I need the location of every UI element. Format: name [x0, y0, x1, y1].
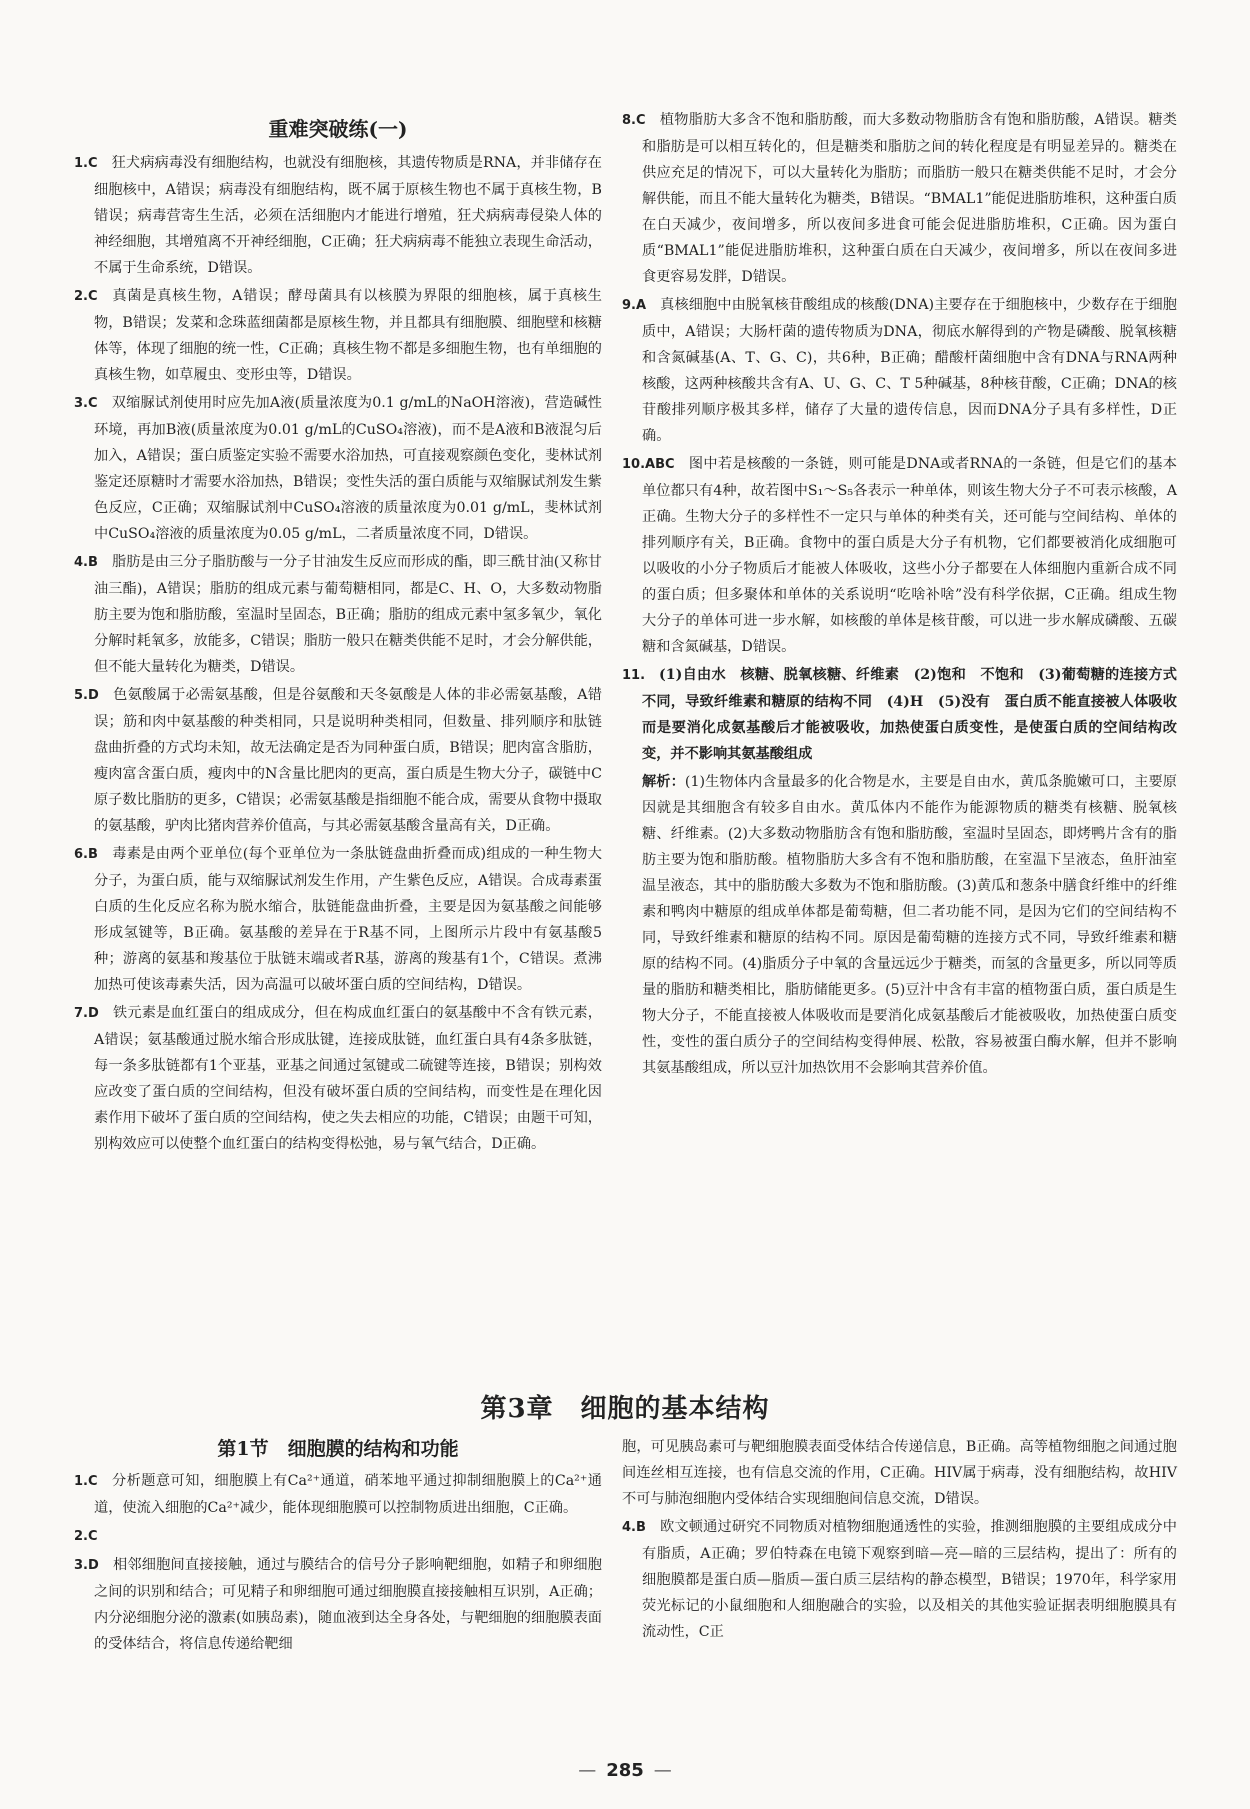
- answer-text: 真菌是真核生物，A错误；酵母菌具有以核膜为界限的细胞核，属于真核生物，B错误；发菜和念珠蓝细菌都是原核生物，并且都具有细胞膜、细胞壁和核糖体等，体现了细胞的统一性，C正确；真核生物不都是多细胞生物，也有单细胞的真核生物，如草履虫、变形虫等，D错误。: [94, 288, 602, 383]
- answer-text: 色氨酸属于必需氨基酸，但是谷氨酸和天冬氨酸是人体的非必需氨基酸，A错误；筋和肉中氨基酸的种类相同，只是说明种类相同，但数量、排列顺序和肽链盘曲折叠的方式均未知，故无法确定是否为同种蛋白质，B错误；肥肉富含脂肪，瘦肉富含蛋白质，瘦肉中的N含量比肥肉的更高，蛋白质是生物大分子，碳链中C原子数比脂肪的更多，C错误；必需氨基酸是指细胞不能合成，需要从食物中摄取的氨基酸，驴肉比猪肉营养价值高，与其必需氨基酸含量高有关，D正确。: [94, 687, 602, 834]
- analysis-text: (1)生物体内含量最多的化合物是水，主要是自由水，黄瓜条脆嫩可口，主要原因就是其细胞含有较多自由水。黄瓜体内不能作为能源物质的糖类有核糖、脱氧核糖、纤维素。(2)大多数动物脂肪含有饱和脂肪酸，室温时呈固态，即烤鸭片含有的脂肪主要为饱和脂肪酸。植物脂肪大多含有不饱和脂肪酸，在室温下呈液态，鱼肝油室温呈液态，其中的脂肪酸大多数为不饱和脂肪酸。(3)黄瓜和葱条中膳食纤维中的纤维素和鸭肉中糖原的组成单体都是葡萄糖，但二者功能不同，是因为它们的空间结构不同，导致纤维素和糖原的结构不同。原因是葡萄糖的连接方式不同，导致纤维素和糖原的结构不同。(4)脂质分子中氧的含量远远少于糖类，而氢的含量更多，所以同等质量的脂肪和糖类相比，脂肪储能更多。(5)豆汁中含有丰富的植物蛋白质，蛋白质是生物大分子，不能直接被人体吸收而是要消化成氨基酸后才能被吸收，加热使蛋白质变性，变性的蛋白质分子的空间结构变得伸展、松散，容易被蛋白酶水解，但并不影响其氨基酸组成，所以豆汁加热饮用不会影响其营养价值。: [642, 774, 1177, 1076]
- answer-number: 6.B: [74, 847, 98, 862]
- page-number-value: 285: [606, 1760, 644, 1781]
- answer-number: 9.A: [622, 298, 647, 313]
- answer-text: 毒素是由两个亚单位(每个亚单位为一条肽链盘曲折叠而成)组成的一种生物大分子，为蛋白质，能与双缩脲试剂发生作用，产生紫色反应，A错误。合成毒素蛋白质的生化反应名称为脱水缩合，肽链能盘曲折叠，主要是因为氨基酸之间能够形成氢键等，B正确。氨基酸的差异在于R基不同，上图所示片段中有氨基酸5种；游离的氨基和羧基位于肽链末端或者R基，游离的羧基有1个，C错误。煮沸加热可使该毒素失活，因为高温可以破坏蛋白质的空间结构，D错误。: [94, 846, 602, 993]
- answer-item: [74, 549, 602, 680]
- answer-number: 4.B: [622, 1520, 646, 1535]
- answer-item: [74, 283, 602, 388]
- answer-text: 植物脂肪大多含不饱和脂肪酸，而大多数动物脂肪含有饱和脂肪酸，A错误。糖类和脂肪是可以相互转化的，但是糖类和脂肪之间的转化程度是有明显差异的。糖类在供应充足的情况下，可以大量转化为脂肪；而脂肪一般只在糖类供能不足时，才会分解供能，而且不能大量转化为糖类，B错误。“BMAL1”能促进脂肪堆积，这种蛋白质在白天减少，夜间增多，所以夜间多进食可能会促进脂肪堆积，C正确。因为蛋白质“BMAL1”能促进脂肪堆积，这种蛋白质在白天减少，夜间增多，所以在夜间多进食更容易发胖，D错误。: [642, 112, 1177, 285]
- answer-number: 11.: [622, 668, 646, 683]
- chapter-title: 第3章 细胞的基本结构: [480, 1394, 770, 1424]
- continued-text: 胞，可见胰岛素可与靶细胞膜表面受体结合传递信息，B正确。高等植物细胞之间通过胞间连丝相互连接，也有信息交流的作用，C正确。HIV属于病毒，没有细胞结构，故HIV不可与肺泡细胞内受体结合实现细胞间信息交流，D错误。: [622, 1439, 1177, 1507]
- answer-item: [74, 682, 602, 839]
- answer-text: 双缩脲试剂使用时应先加A液(质量浓度为0.1 g/mL的NaOH溶液)，营造碱性环境，再加B液(质量浓度为0.01 g/mL的CuSO₄溶液)，而不是A液和B液混匀后加入，A错误；蛋白质鉴定实验不需要水浴加热，可直接观察颜色变化，斐林试剂鉴定还原糖时才需要水浴加热，B错误；变性失活的蛋白质能与双缩脲试剂发生紫色反应，C正确；双缩脲试剂中CuSO₄溶液的质量浓度为0.01 g/mL，斐林试剂中CuSO₄溶液的质量浓度为0.05 g/mL，二者质量浓度不同，D错误。: [94, 395, 602, 542]
- answer-number: 10.ABC: [622, 457, 675, 472]
- answer-number: 8.C: [622, 113, 646, 128]
- answer-text: 真核细胞中由脱氧核苷酸组成的核酸(DNA)主要存在于细胞核中，少数存在于细胞质中，A错误；大肠杆菌的遗传物质为DNA，彻底水解得到的产物是磷酸、脱氧核糖和含氮碱基(A、T、G、C)，共6种，B正确；醋酸杆菌细胞中含有DNA与RNA两种核酸，这两种核酸共含有A、U、G、C、T 5种碱基，8种核苷酸，C正确；DNA的核苷酸排列顺序极其多样，储存了大量的遗传信息，因而DNA分子具有多样性，D正确。: [642, 297, 1177, 444]
- answer-item: [74, 1000, 602, 1157]
- answer-text: (1)自由水 核糖、脱氧核糖、纤维素 (2)饱和 不饱和 (3)葡萄糖的连接方式不同，导致纤维素和糖原的结构不同 (4)H (5)没有 蛋白质不能直接被人体吸收而是要消化成氨基酸后才能被吸收，加热使蛋白质变性，是使蛋白质的空间结构改变，并不影响其氨基酸组成: [642, 667, 1177, 762]
- answer-text: 欧文顿通过研究不同物质对植物细胞通透性的实验，推测细胞膜的主要组成成分中有脂质，A正确；罗伯特森在电镜下观察到暗—亮—暗的三层结构，提出了：所有的细胞膜都是蛋白质—脂质—蛋白质三层结构的静态模型，B错误；1970年，科学家用荧光标记的小鼠细胞和人细胞融合的实验，以及相关的其他实验证据表明细胞膜具有流动性，C正: [642, 1519, 1177, 1640]
- answer-item: [622, 1514, 1177, 1645]
- answer-text: 图中若是核酸的一条链，则可能是DNA或者RNA的一条链，但是它们的基本单位都只有4种，故若图中S₁～S₅各表示一种单体，则该生物大分子不可表示核酸，A正确。生物大分子的多样性不一定只与单体的种类有关，还可能与空间结构、单体的排列顺序有关，B正确。食物中的蛋白质是大分子有机物，它们都要被消化成细胞可以吸收的小分子物质后才能被人体吸收，这些小分子都要在人体细胞内重新合成不同的蛋白质；但多聚体和单体的关系说明“吃啥补啥”没有科学依据，C正确。组成生物大分子的单体可进一步水解，如核酸的单体是核苷酸，可以进一步水解成磷酸、五碳糖和含氮碱基，D错误。: [642, 456, 1177, 655]
- answer-item: [622, 107, 1177, 290]
- answer-text: 铁元素是血红蛋白的组成成分，但在构成血红蛋白的氨基酸中不含有铁元素，A错误；氨基酸通过脱水缩合形成肽键，连接成肽链，血红蛋白具有4条多肽链，每一条多肽链都有1个亚基，亚基之间通过氢键或二硫键等连接，B错误；别构效应改变了蛋白质的空间结构，但没有破坏蛋白质的空间结构，而变性是在理化因素作用下破坏了蛋白质的空间结构，使之失去相应的功能，C错误；由题干可知，别构效应可以使整个血红蛋白的结构变得松弛，易与氧气结合，D正确。: [94, 1005, 602, 1152]
- answer-text: 脂肪是由三分子脂肪酸与一分子甘油发生反应而形成的酯，即三酰甘油(又称甘油三酯)，A错误；脂肪的组成元素与葡萄糖相同，都是C、H、O，大多数动物脂肪主要为饱和脂肪酸，室温时呈固态，B正确；脂肪的组成元素中氢多氧少，氧化分解时耗氧多，放能多，C错误；脂肪一般只在糖类供能不足时，才会分解供能，但不能大量转化为糖类，D错误。: [94, 554, 602, 675]
- answer-text: 相邻细胞间直接接触，通过与膜结合的信号分子影响靶细胞，如精子和卵细胞之间的识别和结合；可见精子和卵细胞可通过细胞膜直接接触相互识别，A正确；内分泌细胞分泌的激素(如胰岛素)，随血液到达全身各处，与靶细胞的细胞膜表面的受体结合，将信息传递给靶细: [94, 1557, 602, 1652]
- left-column: [74, 114, 602, 1159]
- answer-item: [74, 1552, 602, 1657]
- answer-number: 3.D: [74, 1558, 99, 1573]
- left-column-bottom: [74, 1468, 602, 1659]
- analysis-label: 解析：: [642, 774, 685, 790]
- answer-item: [622, 292, 1177, 449]
- answer-item: [74, 150, 602, 281]
- answer-number: 2.C: [74, 1529, 98, 1544]
- answer-item: [74, 1468, 602, 1521]
- page-number: — 285 —: [578, 1760, 672, 1781]
- answer-number: 1.C: [74, 156, 98, 171]
- answer-item: [622, 451, 1177, 660]
- answer-text: 狂犬病病毒没有细胞结构，也就没有细胞核，其遗传物质是RNA，并非储存在细胞核中，A错误；病毒没有细胞结构，既不属于原核生物也不属于真核生物，B错误；病毒营寄生生活，必须在活细胞内才能进行增殖，狂犬病病毒侵染人体的神经细胞，其增殖离不开神经细胞，C正确；狂犬病病毒不能独立表现生命活动，不属于生命系统，D错误。: [94, 155, 602, 276]
- section-title-membrane: 第1节 细胞膜的结构和功能: [217, 1438, 459, 1460]
- answer-item: [74, 1523, 602, 1550]
- section-title-practice: 重难突破练(一): [268, 117, 408, 141]
- answer-number: 4.B: [74, 555, 98, 570]
- answer-number: 2.C: [74, 289, 98, 304]
- answer-number: 1.C: [74, 1474, 98, 1489]
- answer-item: [622, 662, 1177, 767]
- answer-item: [74, 390, 602, 547]
- answer-text: 分析题意可知，细胞膜上有Ca²⁺通道，硝苯地平通过抑制细胞膜上的Ca²⁺通道，使流入细胞的Ca²⁺减少，能体现细胞膜可以控制物质进出细胞，C正确。: [94, 1473, 602, 1516]
- right-column: [622, 107, 1177, 1081]
- analysis-note: [622, 769, 1177, 1081]
- answer-item: [74, 841, 602, 998]
- answer-number: 7.D: [74, 1006, 99, 1021]
- right-column-bottom: [622, 1434, 1177, 1647]
- answer-number: 5.D: [74, 688, 99, 703]
- answer-number: 3.C: [74, 396, 98, 411]
